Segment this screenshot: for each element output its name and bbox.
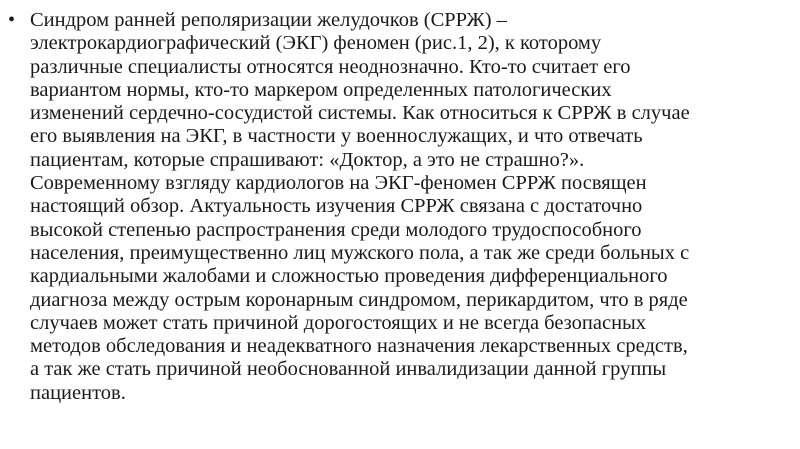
paragraph-line: различные специалисты относятся неоднозначно. Кто-то считает его [30,55,631,78]
paragraph-line: методов обследования и неадекватного назначения лекарственных средств, [30,335,688,358]
paragraph-line: кардиальными жалобами и сложностью проведения дифференциального [30,265,668,288]
paragraph-line: настоящий обзор. Актуальность изучения СРРЖ связана с достаточно [30,195,643,218]
paragraph-line: электрокардиографический (ЭКГ) феномен (рис.1, 2), к которому [30,32,602,55]
paragraph-line: его выявления на ЭКГ, в частности у военнослужащих, и что отвечать [30,125,643,148]
bullet-item [8,9,793,405]
paragraph-line: случаев может стать причиной дорогостоящих и не всегда безопасных [30,311,647,334]
bullet-icon: • [8,9,16,31]
bullet-paragraph [30,9,793,405]
paragraph-line: высокой степенью распространения среди молодого трудоспособного [30,218,642,241]
paragraph-line: вариантом нормы, кто-то маркером определенных патологических [30,78,612,101]
paragraph-line: диагноза между острым коронарным синдромом, перикардитом, что в ряде [30,288,688,311]
paragraph-line: а так же стать причиной необоснованной инвалидизации данной группы [30,358,667,381]
paragraph-line: изменений сердечно-сосудистой системы. Как относиться к СРРЖ в случае [30,102,690,125]
bullet-list [8,9,793,405]
paragraph-line: Синдром ранней реполяризации желудочков (СРРЖ) – [30,9,507,31]
paragraph-line: пациентам, которые спрашивают: «Доктор, а это не страшно?». [30,148,585,171]
paragraph-line: Современному взгляду кардиологов на ЭКГ-феномен СРРЖ посвящен [30,172,647,195]
paragraph-line: пациентов. [30,381,126,404]
paragraph-line: населения, преимущественно лиц мужского пола, а так же среди больных с [30,241,690,264]
